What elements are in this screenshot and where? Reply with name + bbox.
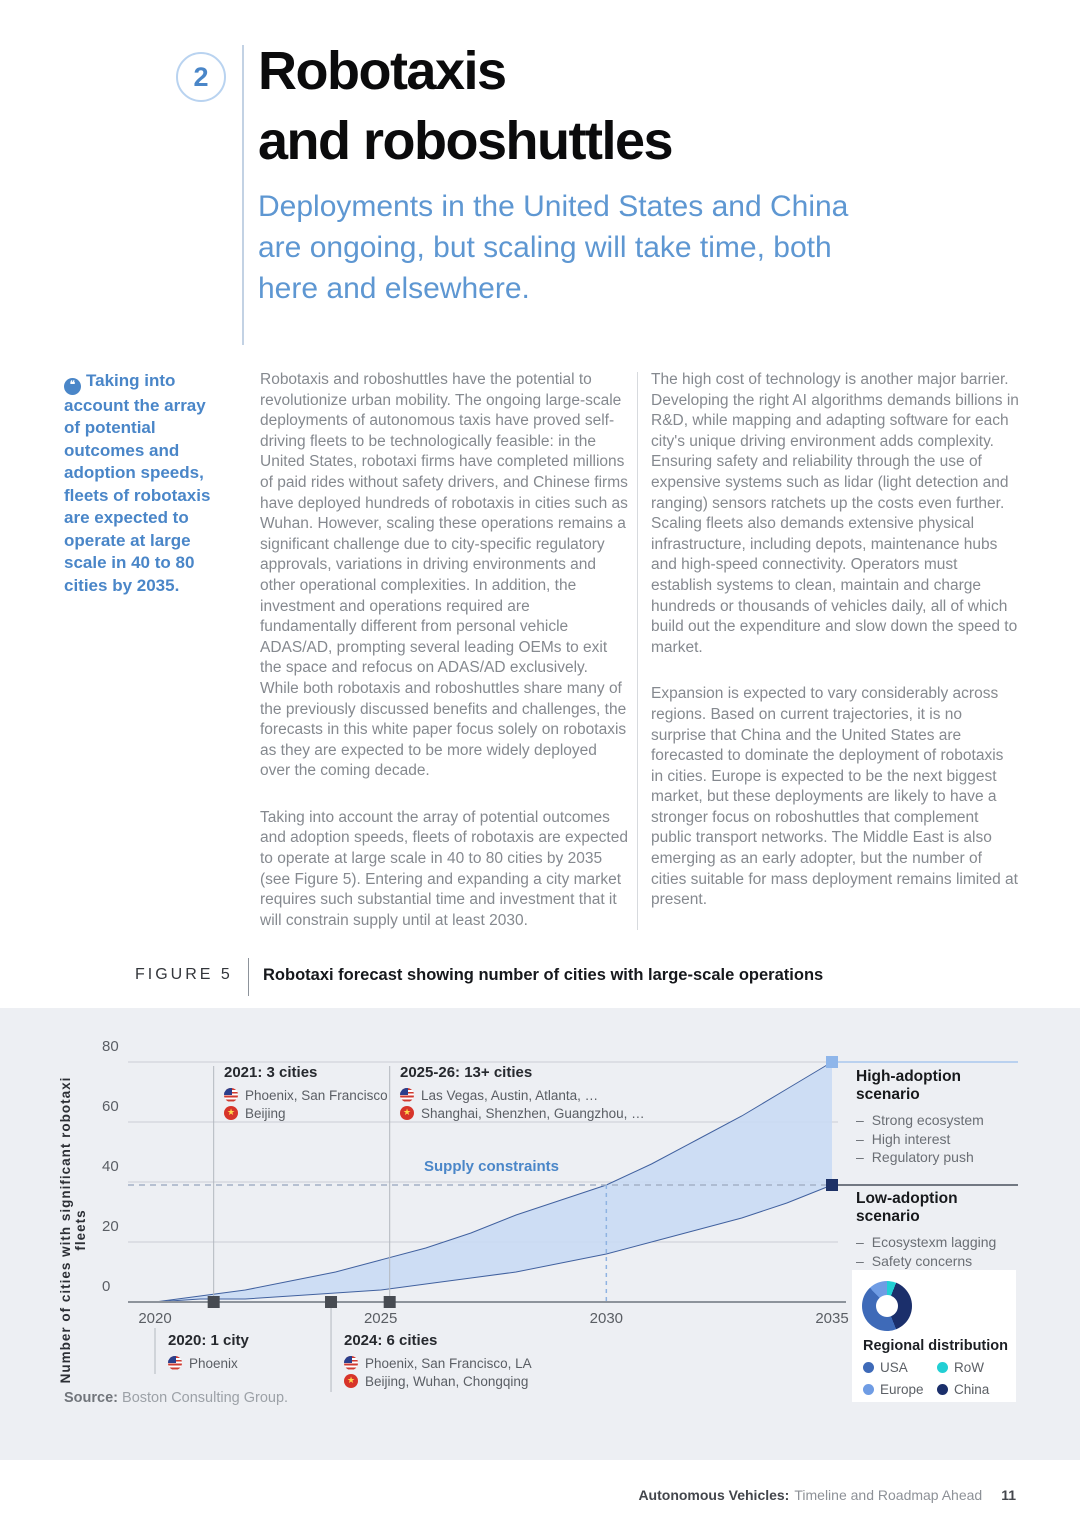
regional-title: Regional distribution <box>863 1338 1008 1354</box>
y-tick-label: 40 <box>102 1158 119 1175</box>
source-text: Boston Consulting Group. <box>122 1390 289 1406</box>
china-color-dot <box>937 1384 948 1395</box>
milestone-title: 2025-26: 13+ cities <box>400 1064 533 1081</box>
y-axis-label: Number of cities with significant robotaxi fleets <box>58 1076 88 1384</box>
x-tick-label: 2030 <box>589 1310 624 1327</box>
source-label: Source: <box>64 1390 118 1406</box>
milestone-title: 2020: 1 city <box>168 1332 249 1349</box>
page-subtitle: Deployments in the United States and China are ongoing, but scaling will take time, both here and elsewhere. <box>258 190 849 305</box>
paragraph: The high cost of technology is another major barrier. Developing the right AI algorithms demands billions in R&D, while mapping and adapting software for each city's unique driving environment adds complexity. Ensuring safety and reliability through the use of expensive systems such as lidar (light detection and ranging) sensors ratchets up the costs even further. Scaling fleets also demands extensive physical infrastructure, including depots, maintenance hubs and high-speed connectivity. Operators must establish systems to clean, maintain and charge hundreds or thousands of vehicles daily, all of which build out the expenditure and slow down the speed to market. <box>651 371 1019 656</box>
legend-item-usa: USA <box>863 1360 937 1375</box>
paragraph: Expansion is expected to vary considerably across regions. Based on current trajectories, it is no surprise that China and the United States are forecasted to dominate the deployment of robotaxis in cities. Europe is expected to be the next biggest market, but these deployments are likely to have a stronger focus on roboshuttles that complement public transport networks. The Middle East is also emerging as an early adopter, but the number of cities suitable for mass deployment remains limited at present. <box>651 685 1018 909</box>
legend-item-europe: Europe <box>863 1382 937 1397</box>
milestone-2021 <box>224 1064 388 1122</box>
milestone-us-cities: Phoenix, San Francisco <box>245 1087 388 1103</box>
china-flag-icon <box>344 1374 358 1388</box>
milestone-title: 2024: 6 cities <box>344 1332 438 1349</box>
y-tick-label: 80 <box>102 1038 119 1055</box>
title-divider <box>242 45 244 345</box>
legend-bullet: – Regulatory push <box>856 1148 1018 1167</box>
x-tick-label: 2025 <box>363 1310 398 1327</box>
x-tick-label: 2020 <box>138 1310 172 1327</box>
y-tick-label: 60 <box>102 1098 119 1115</box>
usa-color-dot <box>863 1362 874 1373</box>
section-number-badge: 2 <box>176 52 226 102</box>
legend-bullet: – Safety concerns <box>856 1252 1018 1271</box>
body-column-left <box>260 370 630 957</box>
milestone-2025-26 <box>400 1064 645 1122</box>
china-flag-icon <box>224 1106 238 1120</box>
china-flag-icon <box>400 1106 414 1120</box>
legend-item-china: China <box>937 1382 1009 1397</box>
x-tick-label: 2035 <box>815 1310 849 1327</box>
page-number: 11 <box>1001 1487 1016 1503</box>
paragraph: Taking into account the array of potential outcomes and adoption speeds, fleets of robotaxis are expected to operate at large scale in 40 to 80 cities by 2035 (see Figure 5). Entering and expanding a city market requires such substantial time and investment that it will constrain supply until at least 2030. <box>260 808 628 929</box>
milestone-cn-cities: Beijing, Wuhan, Chongqing <box>365 1373 529 1389</box>
legend-bullet: – Strong ecosystem <box>856 1111 1018 1130</box>
us-flag-icon <box>400 1088 414 1102</box>
legend-item-row: RoW <box>937 1360 1009 1375</box>
us-flag-icon <box>168 1356 182 1370</box>
paragraph: Robotaxis and roboshuttles have the potential to revolutionize urban mobility. The ongoing large-scale deployments of autonomous taxis have proved self-driving fleets to be technologically feasible: in the United States, robotaxi firms have completed millions of paid rides without safety drivers, and Chinese firms have deployed hundreds of robotaxis in cities such as Wuhan. However, scaling these operations remains a significant challenge due to city-specific regulatory approvals, variations in driving environments and other operational complexities. In addition, the investment and operations required are fundamentally different from personal vehicle ADAS/AD, prompting several leading OEMs to exit the space and refocus on ADAS/AD exclusively. While both robotaxis and roboshuttles share many of the previously discussed benefits and challenges, the forecasts in this white paper focus solely on robotaxis as they are expected to be more widely deployed over the coming decade. <box>260 371 628 780</box>
footer-report-title: Autonomous Vehicles: <box>638 1487 790 1503</box>
us-flag-icon <box>224 1088 238 1102</box>
figure-title: Robotaxi forecast showing number of cities with large-scale operations <box>263 966 824 984</box>
milestone-cn-cities: Shanghai, Shenzhen, Guangzhou, … <box>421 1105 645 1121</box>
legend-title: Low-adoption scenario <box>856 1190 958 1225</box>
figure-5-chart <box>0 1008 1080 1460</box>
legend-high-adoption <box>856 1068 1018 1167</box>
row-color-dot <box>937 1362 948 1373</box>
legend-title: High-adoption scenario <box>856 1068 962 1103</box>
page-title-line1: Robotaxis <box>258 41 506 101</box>
legend-bullet: – High interest <box>856 1130 1018 1149</box>
page-title <box>258 36 672 176</box>
milestone-us-cities: Phoenix <box>189 1355 238 1371</box>
regional-legend <box>863 1360 1009 1397</box>
milestone-2024 <box>344 1332 532 1390</box>
milestone-us-cities: Las Vegas, Austin, Atlanta, … <box>421 1087 599 1103</box>
milestone-title: 2021: 3 cities <box>224 1064 318 1081</box>
pull-quote <box>64 370 222 597</box>
figure-divider <box>248 958 249 996</box>
us-flag-icon <box>344 1356 358 1370</box>
donut-hole <box>876 1295 898 1317</box>
figure-label: FIGURE 5 <box>135 966 233 983</box>
milestone-cn-cities: Beijing <box>245 1105 286 1121</box>
quote-icon <box>64 378 81 395</box>
milestone-us-cities: Phoenix, San Francisco, LA <box>365 1355 532 1371</box>
page-footer <box>638 1487 1016 1503</box>
regional-distribution-card <box>852 1270 1016 1402</box>
y-tick-label: 0 <box>102 1278 111 1295</box>
y-tick-label: 20 <box>102 1218 119 1235</box>
legend-bullet: – Ecosystexm lagging <box>856 1233 1018 1252</box>
body-column-right <box>651 370 1019 937</box>
milestone-2020 <box>168 1332 249 1372</box>
figure-source <box>64 1390 288 1406</box>
page-title-line2: and roboshuttles <box>258 111 673 171</box>
europe-color-dot <box>863 1384 874 1395</box>
pull-quote-text: Taking into account the array of potential outcomes and adoption speeds, fleets of robotaxis are expected to operate at large scale in 40 to 80 cities by 2035. <box>64 371 211 595</box>
supply-constraints-label: Supply constraints <box>424 1158 560 1175</box>
column-divider <box>637 372 638 930</box>
footer-report-subtitle: Timeline and Roadmap Ahead <box>794 1487 983 1503</box>
